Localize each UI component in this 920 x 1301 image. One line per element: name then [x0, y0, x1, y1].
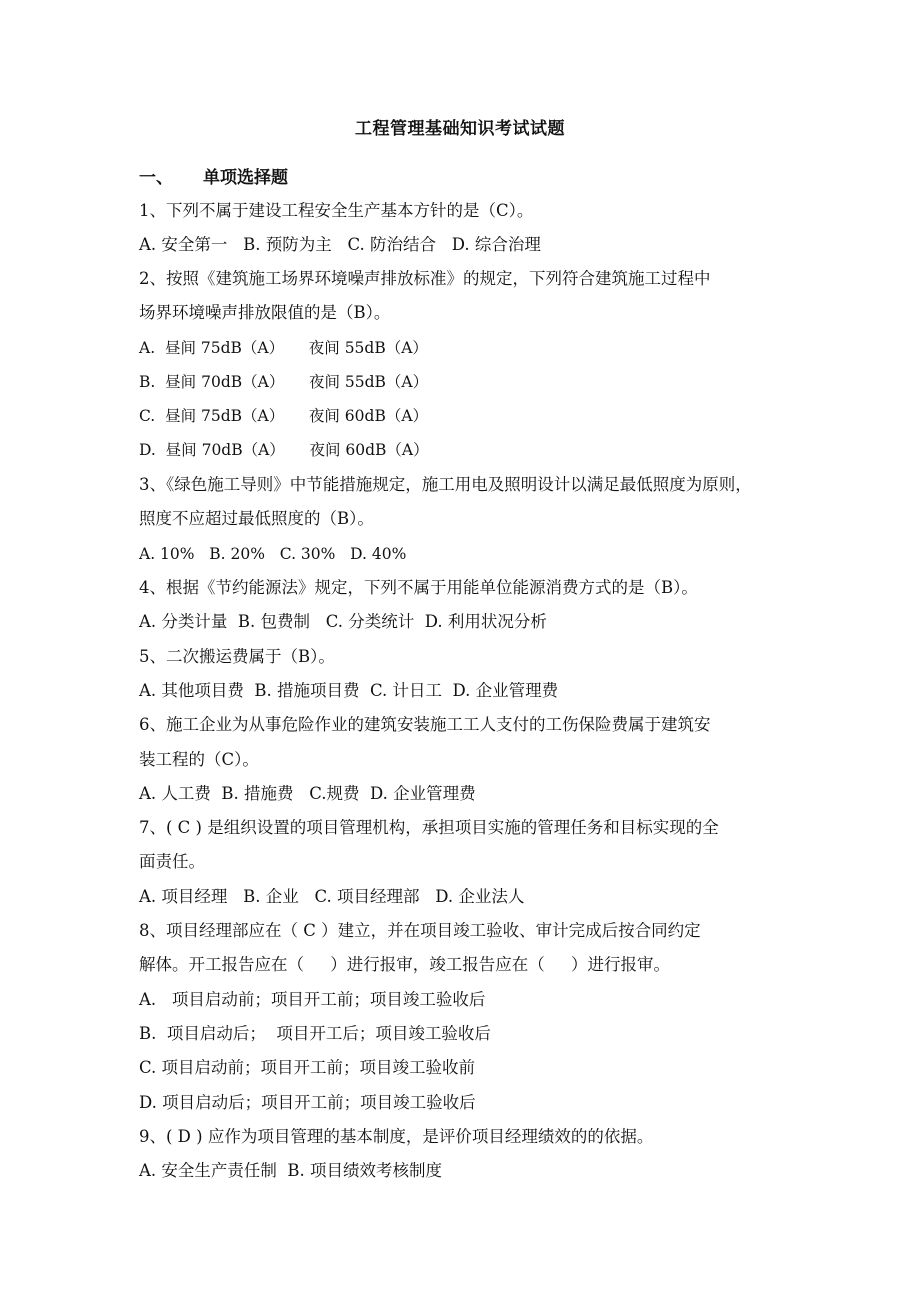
question-8-option-c: C. 项目启动前；项目开工前；项目竣工验收前 — [139, 1058, 476, 1077]
question-7-line-2: 面责任。 — [139, 852, 205, 871]
section-heading — [139, 163, 288, 188]
question-8-line-1: 8、项目经理部应在（ C ）建立，并在项目竣工验收、审计完成后按合同约定 — [139, 921, 701, 940]
question-6-line-1: 6、施工企业为从事危险作业的建筑安装施工工人支付的工伤保险费属于建筑安 — [139, 715, 711, 734]
question-8-line-2: 解体。开工报告应在（ ）进行报审，竣工报告应在（ ）进行报审。 — [139, 955, 670, 974]
question-5-options: A. 其他项目费 B. 措施项目费 C. 计日工 D. 企业管理费 — [139, 681, 559, 700]
question-2-option-a: A. 昼间 75dB（A） 夜间 55dB（A） — [139, 339, 428, 357]
question-3-options: A. 10% B. 20% C. 30% D. 40% — [139, 545, 407, 563]
question-8-option-b: B. 项目启动后； 项目开工后；项目竣工验收后 — [139, 1024, 491, 1043]
question-2-line-2: 场界环境噪声排放限值的是（B）。 — [139, 303, 391, 322]
question-2-option-c: C. 昼间 75dB（A） 夜间 60dB（A） — [139, 407, 429, 425]
question-1-options: A. 安全第一 B. 预防为主 C. 防治结合 D. 综合治理 — [139, 235, 541, 254]
question-6-line-2: 装工程的（C）。 — [139, 750, 259, 769]
question-2-option-b: B. 昼间 70dB（A） 夜间 55dB（A） — [139, 373, 429, 391]
question-9: 9、( D ) 应作为项目管理的基本制度，是评价项目经理绩效的的依据。 — [139, 1127, 654, 1146]
question-5: 5、二次搬运费属于（B）。 — [139, 647, 335, 666]
question-1: 1、下列不属于建设工程安全生产基本方针的是（C）。 — [139, 201, 534, 220]
question-2-line-1: 2、按照《建筑施工场界环境噪声排放标准》的规定，下列符合建筑施工过程中 — [139, 269, 711, 288]
question-3-line-1: 3、《绿色施工导则》中节能措施规定，施工用电及照明设计以满足最低照度为原则， — [139, 475, 752, 494]
question-9-options: A. 安全生产责任制 B. 项目绩效考核制度 — [139, 1161, 443, 1180]
page-title: 工程管理基础知识考试试题 — [355, 119, 565, 139]
question-8-option-d: D. 项目启动后；项目开工前；项目竣工验收后 — [139, 1093, 476, 1112]
question-7-line-1: 7、( C ) 是组织设置的项目管理机构，承担项目实施的管理任务和目标实现的全 — [139, 818, 719, 837]
question-7-options: A. 项目经理 B. 企业 C. 项目经理部 D. 企业法人 — [139, 887, 525, 906]
question-3-line-2: 照度不应超过最低照度的（B）。 — [139, 509, 374, 528]
section-number: 一、 — [139, 168, 173, 188]
question-4-options: A. 分类计量 B. 包费制 C. 分类统计 D. 利用状况分析 — [139, 612, 547, 631]
question-8-option-a: A. 项目启动前；项目开工前；项目竣工验收后 — [139, 990, 486, 1009]
section-label: 单项选择题 — [203, 168, 288, 188]
question-4: 4、根据《节约能源法》规定，下列不属于用能单位能源消费方式的是（B）。 — [139, 578, 698, 597]
question-2-option-d: D. 昼间 70dB（A） 夜间 60dB（A） — [139, 441, 429, 459]
question-6-options: A. 人工费 B. 措施费 C.规费 D. 企业管理费 — [139, 784, 476, 803]
